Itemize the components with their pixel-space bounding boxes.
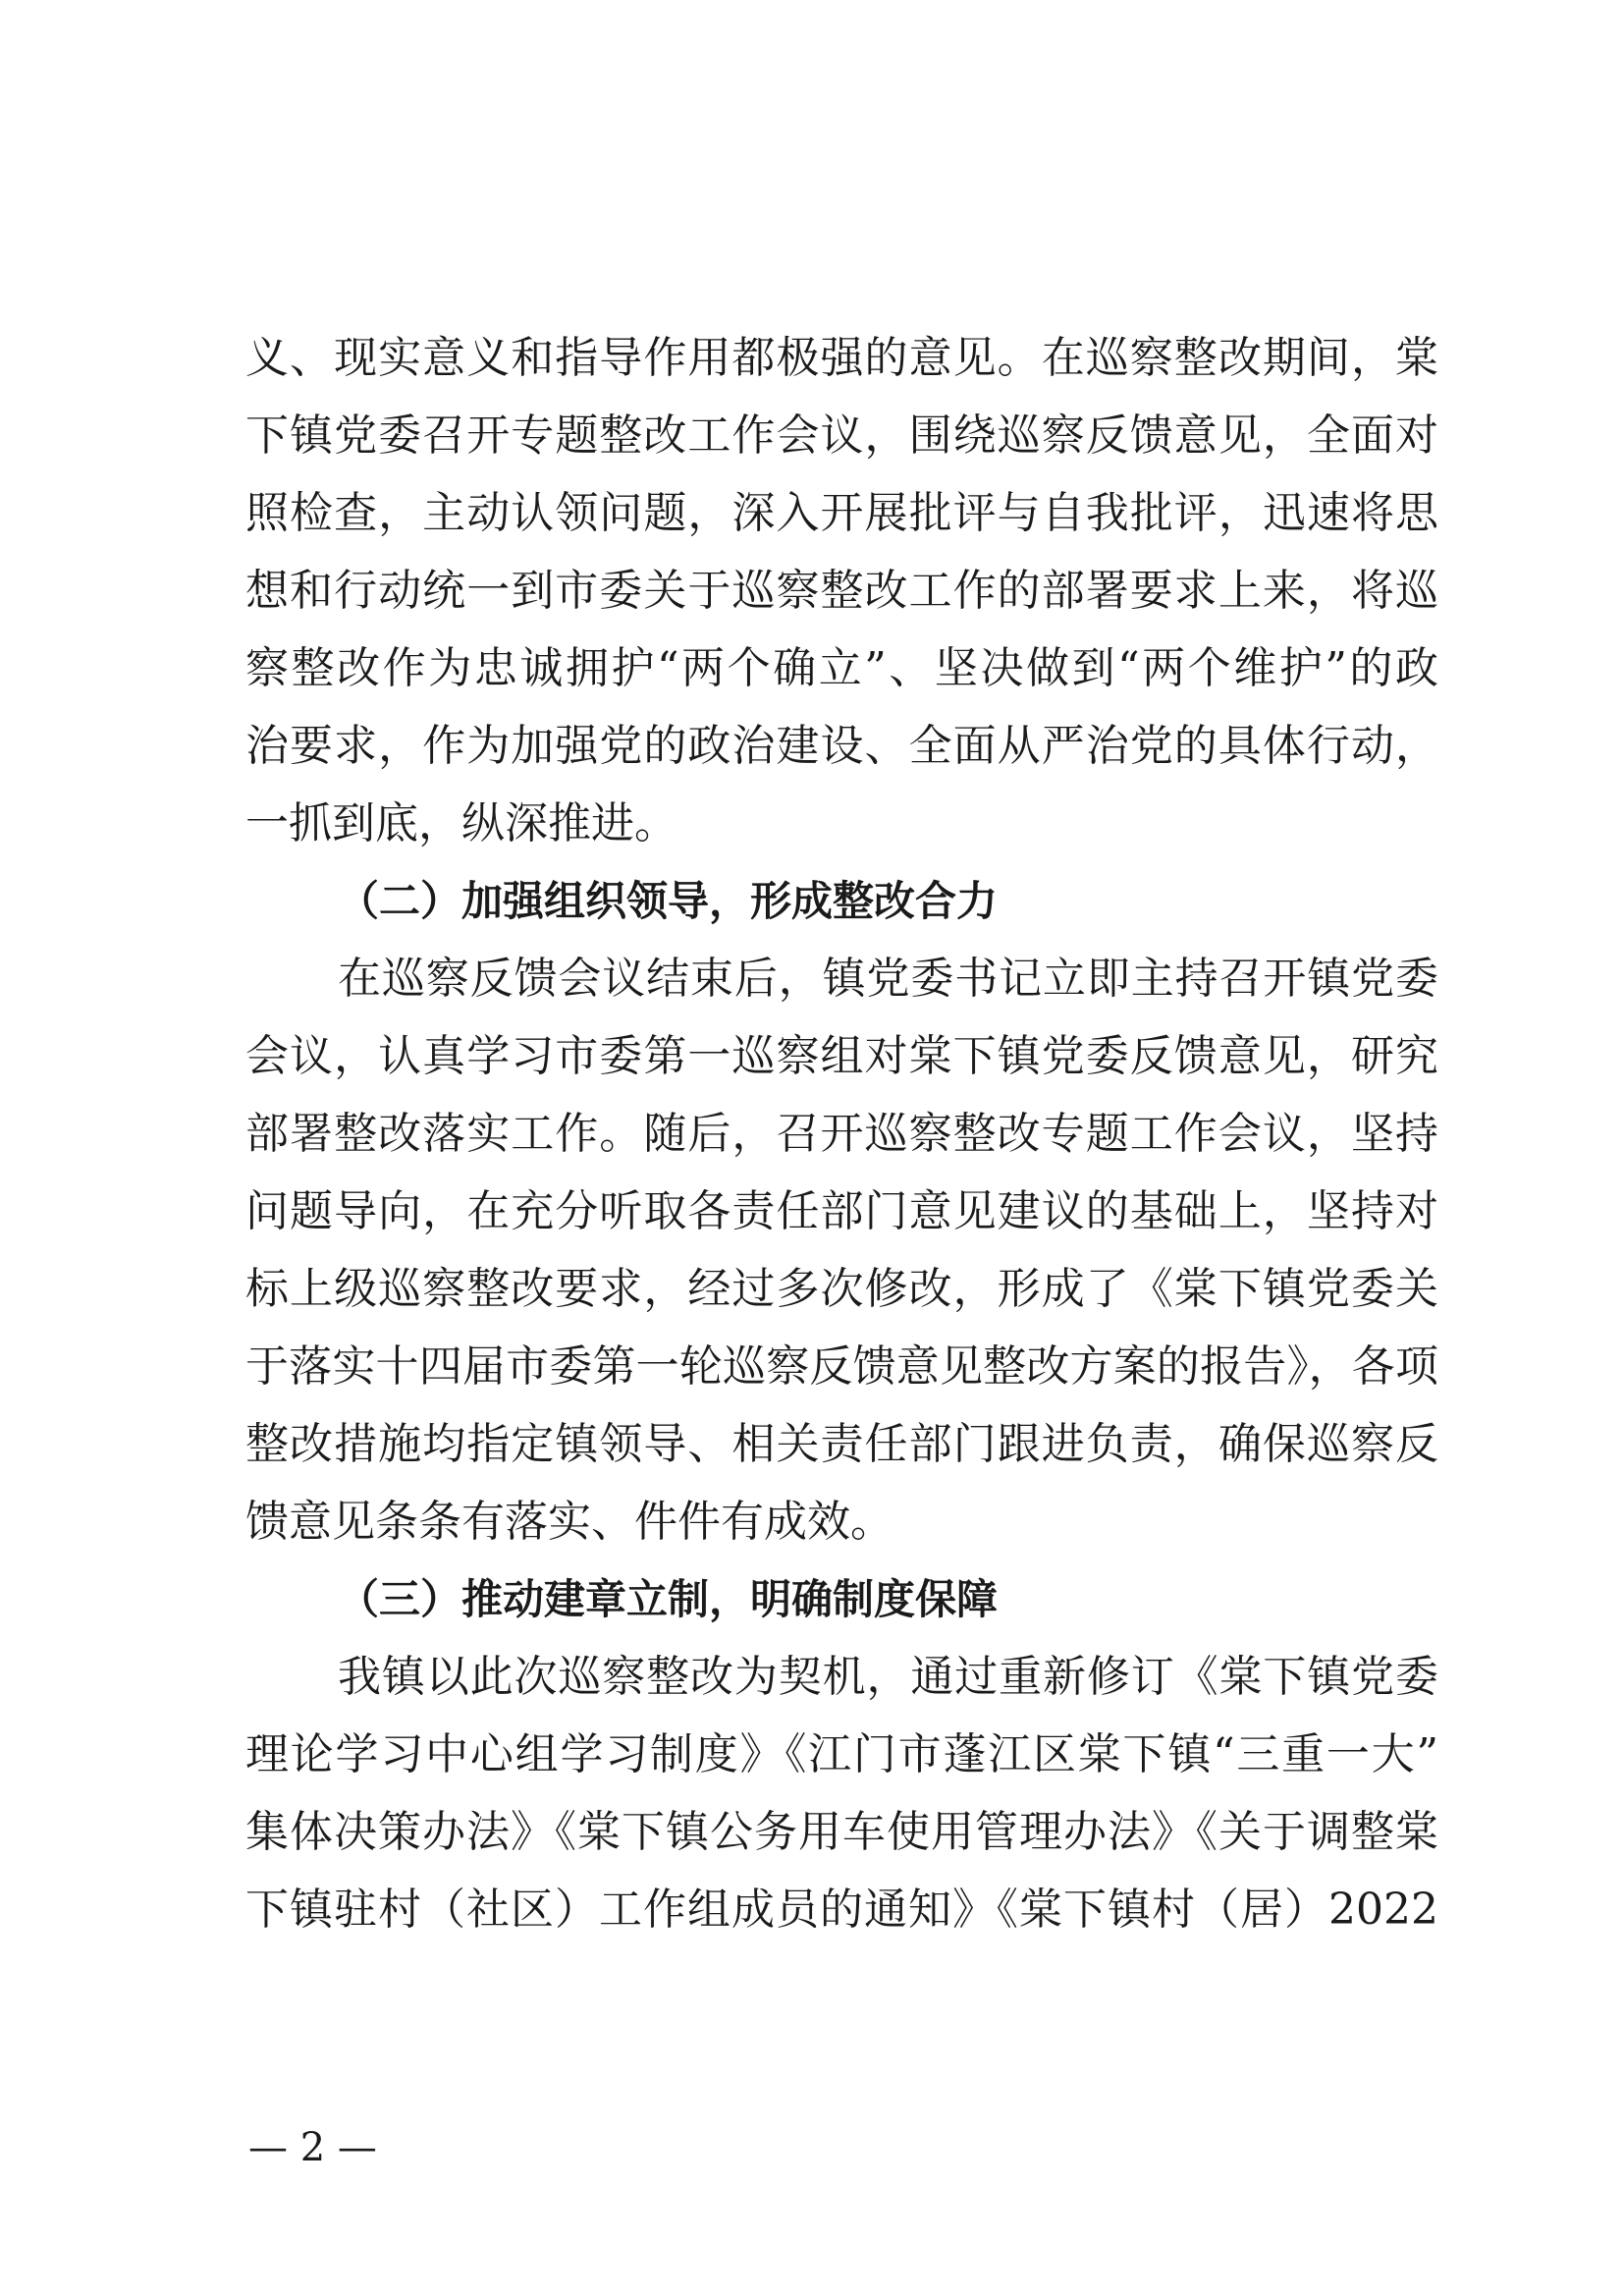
paragraph-line: 照检查，主动认领问题，深入开展批评与自我批评，迅速将思 xyxy=(245,488,1438,538)
paragraph-line: 馈意见条条有落实、件件有成效。 xyxy=(245,1497,893,1547)
paragraph-line: 会议，认真学习市委第一巡察组对棠下镇党委反馈意见，研究 xyxy=(245,1031,1438,1081)
paragraph-line: 在巡察反馈会议结束后，镇党委书记立即主持召开镇党委 xyxy=(338,954,1438,1004)
paragraph-line: 问题导向，在充分听取各责任部门意见建议的基础上，坚持对 xyxy=(245,1186,1438,1236)
paragraph-line: 我镇以此次巡察整改为契机，通过重新修订《棠下镇党委 xyxy=(338,1652,1438,1702)
paragraph-line: 下镇党委召开专题整改工作会议，围绕巡察反馈意见，全面对 xyxy=(245,410,1438,461)
page-number: — 2 — xyxy=(248,2125,377,2170)
paragraph-line: 理论学习中心组学习制度》《江门市蓬江区棠下镇“三重一大” xyxy=(245,1729,1438,1779)
paragraph-line: 于落实十四届市委第一轮巡察反馈意见整改方案的报告》，各项 xyxy=(245,1341,1438,1392)
section-heading: （三）推动建章立制，明确制度保障 xyxy=(338,1575,999,1623)
paragraph-line: 察整改作为忠诚拥护“两个确立”、坚决做到“两个维护”的政 xyxy=(245,643,1438,693)
paragraph-line: 整改措施均指定镇领导、相关责任部门跟进负责，确保巡察反 xyxy=(245,1419,1438,1469)
paragraph-line: 下镇驻村（社区）工作组成员的通知》《棠下镇村（居）2022 xyxy=(245,1885,1438,1935)
paragraph-line: 部署整改落实工作。随后，召开巡察整改专题工作会议，坚持 xyxy=(245,1109,1438,1159)
paragraph-line: 一抓到底，纵深推进。 xyxy=(245,798,677,848)
paragraph-line: 标上级巡察整改要求，经过多次修改，形成了《棠下镇党委关 xyxy=(245,1264,1438,1314)
paragraph-line: 想和行动统一到市委关于巡察整改工作的部署要求上来，将巡 xyxy=(245,566,1438,616)
paragraph-line: 义、现实意义和指导作用都极强的意见。在巡察整改期间，棠 xyxy=(245,333,1438,383)
document-body xyxy=(245,319,1438,1948)
section-heading: （二）加强组织领导，形成整改合力 xyxy=(338,877,999,925)
paragraph-line: 治要求，作为加强党的政治建设、全面从严治党的具体行动， xyxy=(245,721,1438,771)
paragraph-line: 集体决策办法》《棠下镇公务用车使用管理办法》《关于调整棠 xyxy=(245,1807,1438,1857)
